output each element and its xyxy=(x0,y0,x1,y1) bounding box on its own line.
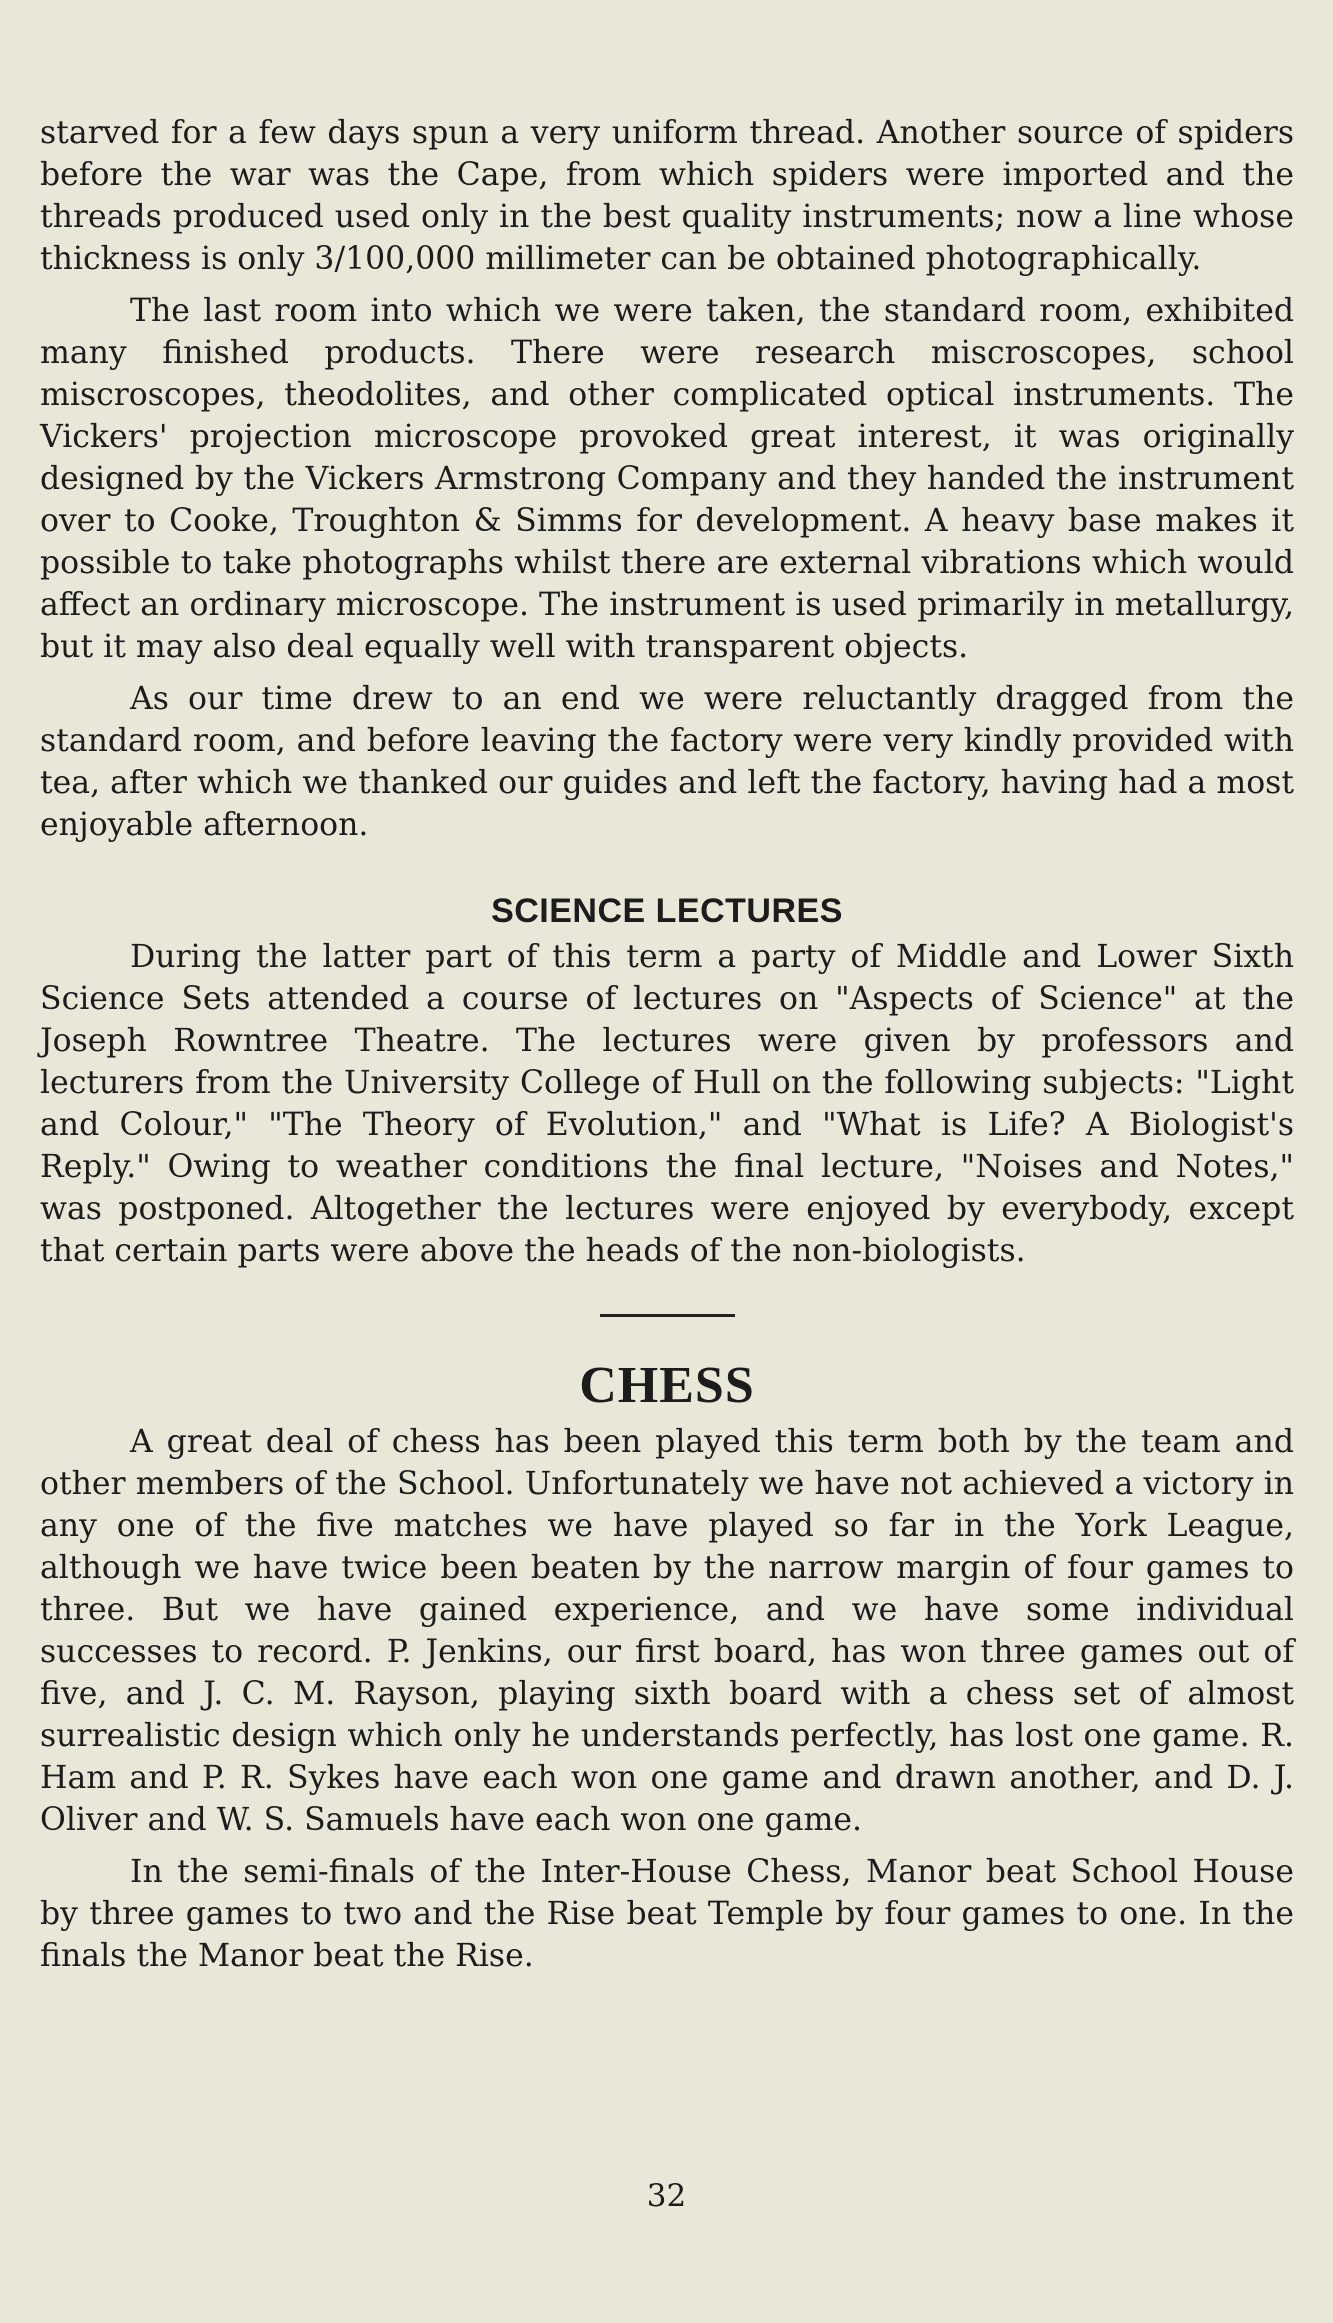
chess-paragraph-2: In the semi-finals of the Inter-House Chess, Manor beat School House by three games to two and the Rise beat Temple by four games to one. In the finals the Manor beat the Rise. xyxy=(40,1854,1294,1974)
science-lectures-paragraph: During the latter part of this term a party of Middle and Lower Sixth Science Sets attended a course of lectures on "Aspects of Science" at the Joseph Rowntree Theatre. The lectures were given by professors and lecturers from the University College of Hull on the following subjects: "Light and Colour," "The Theory of Evolution," and "What is Life? A Biologist's Reply." Owing to weather conditions the final lecture, "Noises and Notes," was postponed. Altogether the lectures were enjoyed by everybody, except that certain parts were above the heads of the non-biologists. xyxy=(40,939,1294,1269)
intro-paragraph-1: starved for a few days spun a very uniform thread. Another source of spiders before the war was the Cape, from which spiders were imported and the threads produced used only in the best quality instruments; now a line whose thickness is only 3/100,000 millimeter can be obtained photographically. xyxy=(40,115,1294,277)
intro-paragraph-3: As our time drew to an end we were reluctantly dragged from the standard room, and before leaving the factory were very kindly provided with tea, after which we thanked our guides and left the factory, having had a most enjoyable afternoon. xyxy=(40,681,1294,843)
chess-paragraph-1: A great deal of chess has been played this term both by the team and other members of the School. Unfortunately we have not achieved a victory in any one of the five matches we have played so far in the York League, although we have twice been beaten by the narrow margin of four games to three. But we have gained experience, and we have some individual successes to record. P. Jenkins, our first board, has won three games out of five, and J. C. M. Rayson, playing sixth board with a chess set of almost surrealistic design which only he understands perfectly, has lost one game. R. Ham and P. R. Sykes have each won one game and drawn another, and D. J. Oliver and W. S. Samuels have each won one game. xyxy=(40,1424,1294,1838)
page-number: 32 xyxy=(646,2178,687,2214)
document-page xyxy=(40,112,1294,1977)
section-divider xyxy=(600,1314,735,1317)
intro-paragraph-2: The last room into which we were taken, the standard room, exhibited many finished products. There were research miscroscopes, school miscroscopes, theodolites, and other complicated optical instruments. The Vickers' projection microscope provoked great interest, it was originally designed by the Vickers Armstrong Company and they handed the instrument over to Cooke, Troughton & Simms for development. A heavy base makes it possible to take photographs whilst there are external vibrations which would affect an ordinary microscope. The instrument is used primarily in metallurgy, but it may also deal equally well with transparent objects. xyxy=(40,293,1294,665)
science-lectures-heading: SCIENCE LECTURES xyxy=(491,892,843,930)
chess-heading: CHESS xyxy=(579,1357,755,1414)
